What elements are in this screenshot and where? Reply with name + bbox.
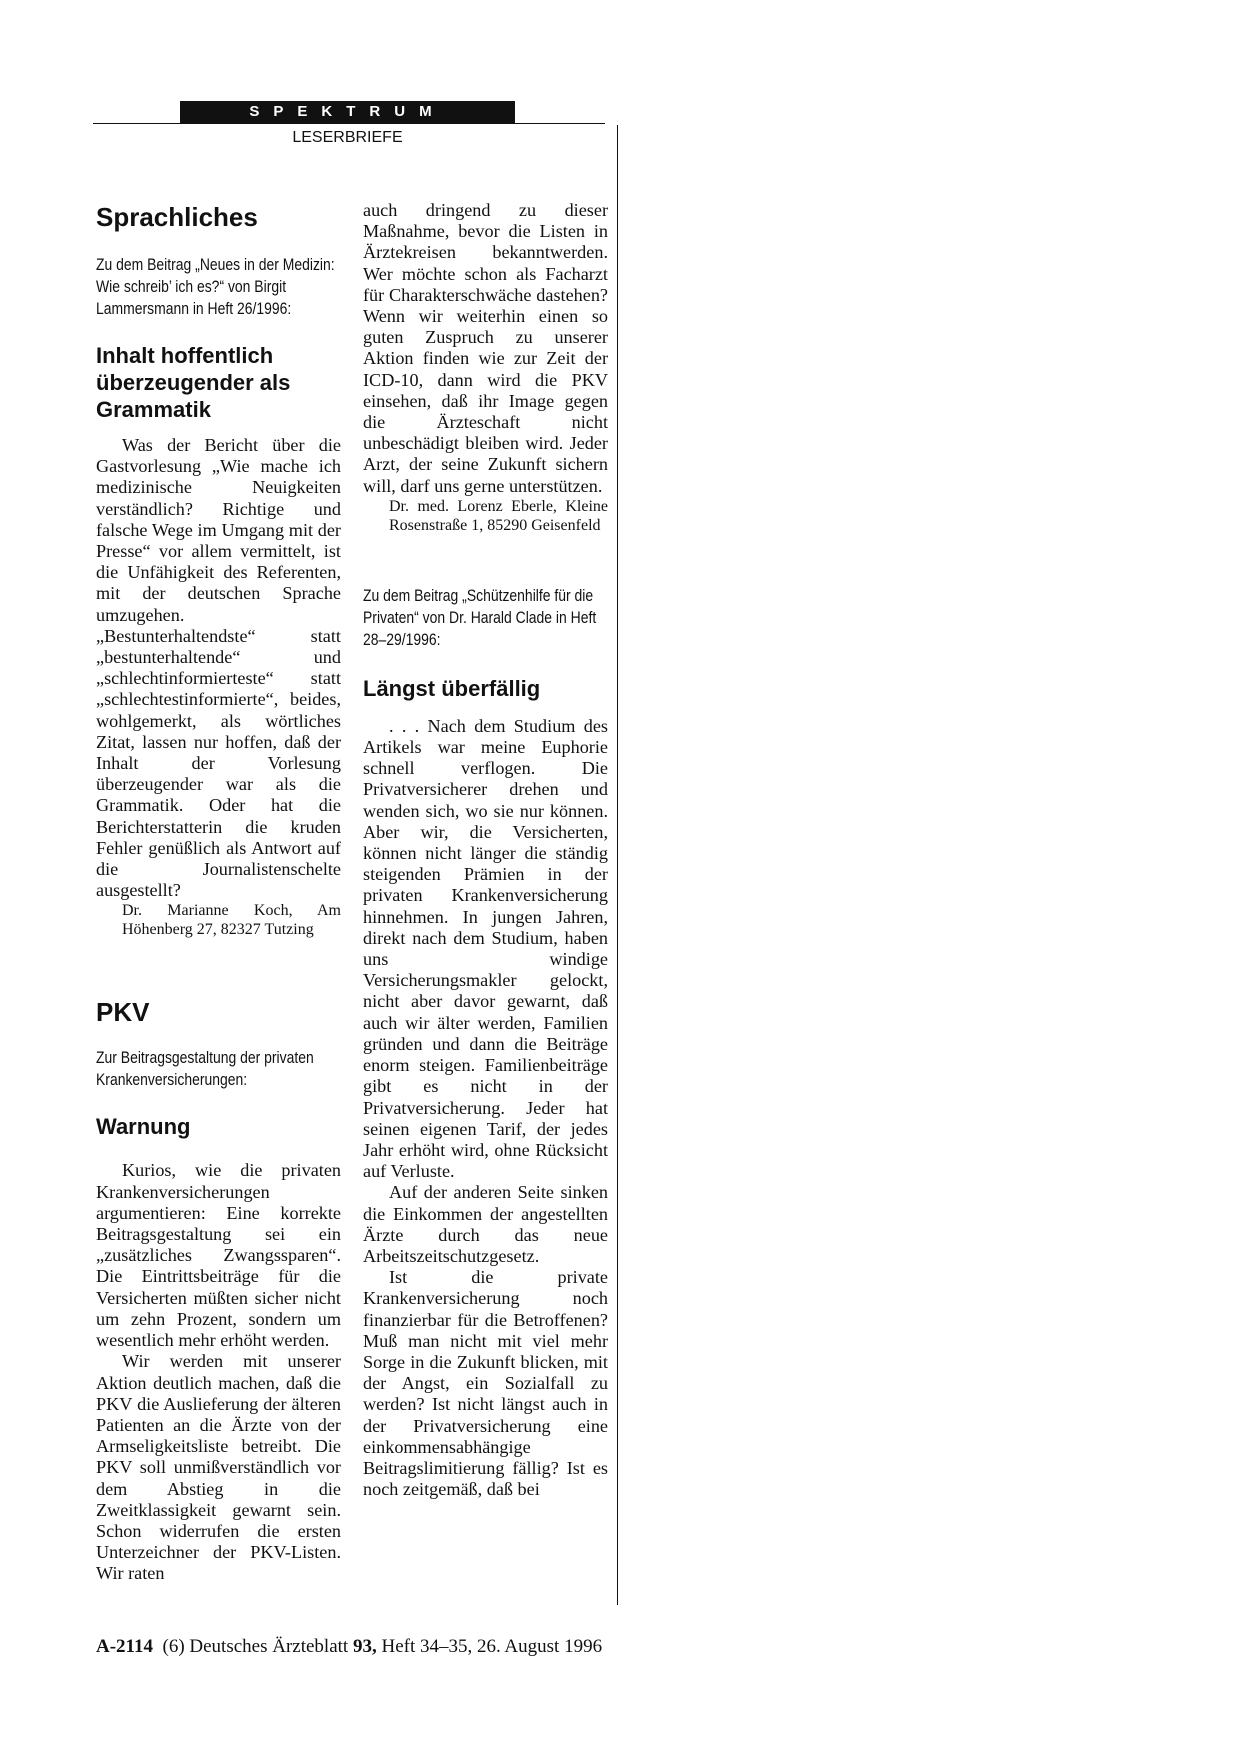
- journal-name: (6) Deutsches Ärzteblatt: [162, 1636, 349, 1657]
- letter-body: . . . Nach dem Studium des Artikels war meine Euphorie schnell verflogen. Die Privatversicherer drehen und wenden sich, wo sie nur können. Aber wir, die Versicherten, können nicht länger die ständig steigenden Prämien in der privaten Krankenversicherung hinnehmen. In jungen Jahren, direkt nach dem Studium, haben uns windige Versicherungsmakler gelockt, nicht aber davor gewarnt, daß auch wir älter werden, Familien gründen und dann die Beiträge enorm steigen. Familienbeiträge gibt es nicht in der Privatversicherung. Jeder hat seinen eigenen Tarif, der jedes Jahr erhöht wird, ohne Rücksicht auf Verluste.: [363, 715, 608, 1182]
- letter-body: Wir werden mit unserer Aktion deutlich machen, daß die PKV die Auslieferung der älteren Patienten an die Ärzte von der Armseligkeitsliste betreibt. Die PKV soll unmißverständlich vor dem Abstieg in die Zweitklassigkeit gewarnt sein. Schon widerrufen die ersten Unterzeichner der PKV-Listen. Wir raten: [96, 1351, 341, 1584]
- issue-info: Heft 34–35, 26. August 1996: [381, 1636, 603, 1657]
- letter-intro: Zu dem Beitrag „Schützenhilfe für die Privaten“ von Dr. Harald Clade in Heft 28–29/1996:: [363, 585, 597, 649]
- letter-body: auch dringend zu dieser Maßnahme, bevor die Listen in Ärztekreisen bekanntwerden. Wer möchte schon als Facharzt für Charakterschwäche dastehen? Wenn wir weiterhin einen so guten Zuspruch zu unserer Aktion finden wie zur Zeit der ICD-10, dann wird die PKV einsehen, daß ihr Image gegen die Ärzteschaft nicht unbeschädigt bleiben wird. Jeder Arzt, der seine Zukunft sichern will, darf uns gerne unterstützen.: [363, 200, 608, 496]
- header-rule: [93, 123, 605, 124]
- page-number: A-2114: [96, 1636, 153, 1657]
- letter-title: Längst überfällig: [363, 675, 541, 701]
- right-column: [363, 200, 608, 1500]
- letter-title: Warnung: [96, 1114, 191, 1140]
- letter-body: Auf der anderen Seite sinken die Einkommen der angestellten Ärzte durch das neue Arbeitszeitschutzgesetz.: [363, 1182, 608, 1266]
- letter-intro: Zu dem Beitrag „Neues in der Medizin: Wie schreib’ ich es?“ von Birgit Lammersmann in Heft 26/1996:: [96, 255, 335, 318]
- column-rule: [617, 125, 618, 1605]
- letter-body: Kurios, wie die privaten Krankenversicherungen argumentieren: Eine korrekte Beitragsgestaltung sei ein „zusätzliches Zwangssparen“. Die Eintrittsbeiträge für die Versicherten müßten sicher nicht um zehn Prozent, sondern um wesentlich mehr erhöht werden.: [96, 1160, 341, 1351]
- subsection-label: LESERBRIEFE: [292, 129, 403, 146]
- left-column: [96, 200, 341, 1585]
- section-banner: SPEKTRUM: [180, 101, 515, 123]
- letter-signature: Dr. Marianne Koch, Am Höhenberg 27, 82327 Tutzing: [122, 902, 341, 939]
- page-footer: [96, 1636, 602, 1658]
- journal-volume: 93,: [352, 1636, 377, 1657]
- topic-heading-sprachliches: Sprachliches: [96, 202, 258, 232]
- letter-title: Inhalt hoffentlich überzeugender als Grammatik: [96, 343, 291, 422]
- letter-body: Was der Bericht über die Gastvorlesung „Wie mache ich medizinische Neuigkeiten verständlich? Richtige und falsche Wege im Umgang mit der Presse“ vor allem vermittelt, ist die Unfähigkeit des Referenten, mit der deutschen Sprache umzugehen. „Bestunterhaltendste“ statt „bestunterhaltende“ und „schlechtinformierteste“ statt „schlechtestinformierte“, beides, wohlgemerkt, als wörtliches Zitat, lassen nur hoffen, daß der Inhalt der Vorlesung überzeugender war als die Grammatik. Oder hat die Berichterstatterin die kruden Fehler genüßlich als Antwort auf die Journalistenschelte ausgestellt?: [96, 435, 341, 901]
- letter-signature: Dr. med. Lorenz Eberle, Kleine Rosenstraße 1, 85290 Geisenfeld: [389, 497, 608, 534]
- letter-body: Ist die private Krankenversicherung noch finanzierbar für die Betroffenen? Muß man nicht mit viel mehr Sorge in die Zukunft blicken, mit der Angst, ein Sozialfall zu werden? Ist nicht längst auch in der Privatversicherung eine einkommensabhängige Beitragslimitierung fällig? Ist es noch zeitgemäß, daß bei: [363, 1267, 608, 1500]
- letter-intro: Zur Beitragsgestaltung der privaten Krankenversicherungen:: [96, 1048, 314, 1090]
- topic-heading-pkv: PKV: [96, 997, 150, 1028]
